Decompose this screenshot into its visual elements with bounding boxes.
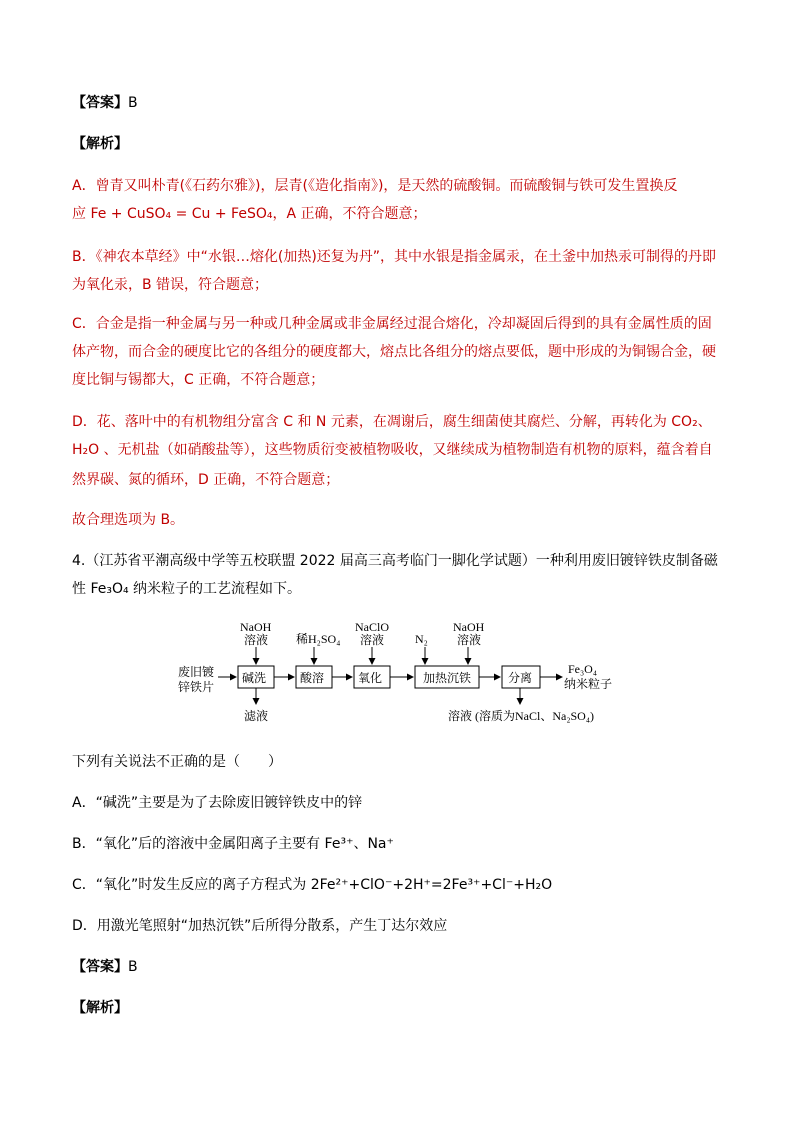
flow-input-line2: 锌铁片 <box>178 680 215 694</box>
explanation-b-line2: 为氧化汞，B 错误，符合题意； <box>72 277 269 293</box>
flow-input-line1: 废旧镀 <box>178 665 215 679</box>
explanation-d-line1: D．花、落叶中的有机物组分富含 C 和 N 元素，在凋谢后，腐生细菌使其腐烂、分解，再转化为 CO₂、 <box>72 414 712 430</box>
flow-output-solution: 溶液 (溶质为NaCl、Na₂SO₄) <box>448 709 595 723</box>
question4-option-a: A．“碱洗”主要是为了去除废旧镀锌铁皮中的锌 <box>72 795 363 811</box>
answer-heading <box>72 93 138 113</box>
flow-reagent-naoh-1: NaOH <box>240 620 272 634</box>
explanation-c-line1: C．合金是指一种金属与另一种或几种金属或非金属经过混合熔化，冷却凝固后得到的具有金属性质的固 <box>72 316 712 332</box>
flow-reagent-naclo: NaClO <box>355 620 389 634</box>
answer2-label: 【答案】 <box>72 959 128 975</box>
question4-option-d: D．用激光笔照射“加热沉铁”后所得分散系，产生丁达尔效应 <box>72 918 448 934</box>
explanation-a-line2: 应 Fe + CuSO₄ = Cu + FeSO₄，A 正确，不符合题意； <box>72 206 427 222</box>
flow-step-separation: 分离 <box>508 671 533 685</box>
flow-step-acid-dissolve: 酸溶 <box>300 671 325 685</box>
question4-line2: 性 Fe₃O₄ 纳米粒子的工艺流程如下。 <box>72 581 302 597</box>
explanation-d-line2: H₂O 、无机盐（如硝酸盐等），这些物质衍变被植物吸收，又继续成为植物制造有机物的原料，蕴含着自 <box>72 442 713 458</box>
flow-reagent-naoh-1-sub: 溶液 <box>244 633 269 647</box>
flow-product-line2: 纳米粒子 <box>564 677 613 691</box>
flow-step-oxidation: 氧化 <box>358 671 383 685</box>
flow-output-filtrate: 滤液 <box>244 709 269 723</box>
flow-reagent-naoh-2: NaOH <box>453 620 485 634</box>
flow-reagent-acid: 稀H₂SO₄ <box>296 632 341 646</box>
flow-step-heat-precipitate: 加热沉铁 <box>423 671 472 685</box>
explanation-b-line1: B．《神农本草经》中“水银…熔化(加热)还复为丹”，其中水银是指金属汞，在土釜中加热汞可制得的丹即 <box>72 249 717 265</box>
explanation-a-line1: A．曾青又叫朴青(《石药尔雅》)，层青(《造化指南》)，是天然的硫酸铜。而硫酸铜与铁可发生置换反 <box>72 178 678 194</box>
flow-step-alkali-wash: 碱洗 <box>242 671 267 685</box>
answer2-heading <box>72 957 138 977</box>
flow-reagent-n2: N₂ <box>415 632 428 646</box>
answer-value: B <box>128 95 138 111</box>
explanation-d-line3: 然界碳、氮的循环，D 正确，不符合题意； <box>72 472 340 488</box>
explanation-c-line2: 体产物，而合金的硬度比它的各组分的硬度都大，熔点比各组分的熔点要低，题中形成的为铜锡合金，硬 <box>72 344 716 360</box>
question4-prompt: 下列有关说法不正确的是（ ） <box>72 754 282 770</box>
flow-product-line1: Fe₃O₄ <box>568 662 598 676</box>
flow-reagent-naoh-2-sub: 溶液 <box>457 633 482 647</box>
question4-line1: 4.（江苏省平潮高级中学等五校联盟 2022 届高三高考临门一脚化学试题）一种利用废旧镀锌铁皮制备磁 <box>72 553 718 569</box>
explanation-c-line3: 度比铜与锡都大，C 正确，不符合题意； <box>72 372 325 388</box>
answer2-value: B <box>128 959 138 975</box>
answer-label: 【答案】 <box>72 95 128 111</box>
analysis-heading: 【解析】 <box>72 136 128 152</box>
explanation-conclusion: 故合理选项为 B。 <box>72 512 185 528</box>
question4-option-c: C．“氧化”时发生反应的离子方程式为 2Fe²⁺+ClO⁻+2H⁺=2Fe³⁺+Cl⁻+H₂O <box>72 877 553 893</box>
flow-reagent-naclo-sub: 溶液 <box>360 633 385 647</box>
question4-option-b: B．“氧化”后的溶液中金属阳离子主要有 Fe³⁺、Na⁺ <box>72 836 394 852</box>
analysis2-heading: 【解析】 <box>72 1000 128 1016</box>
process-flowchart <box>170 618 630 733</box>
